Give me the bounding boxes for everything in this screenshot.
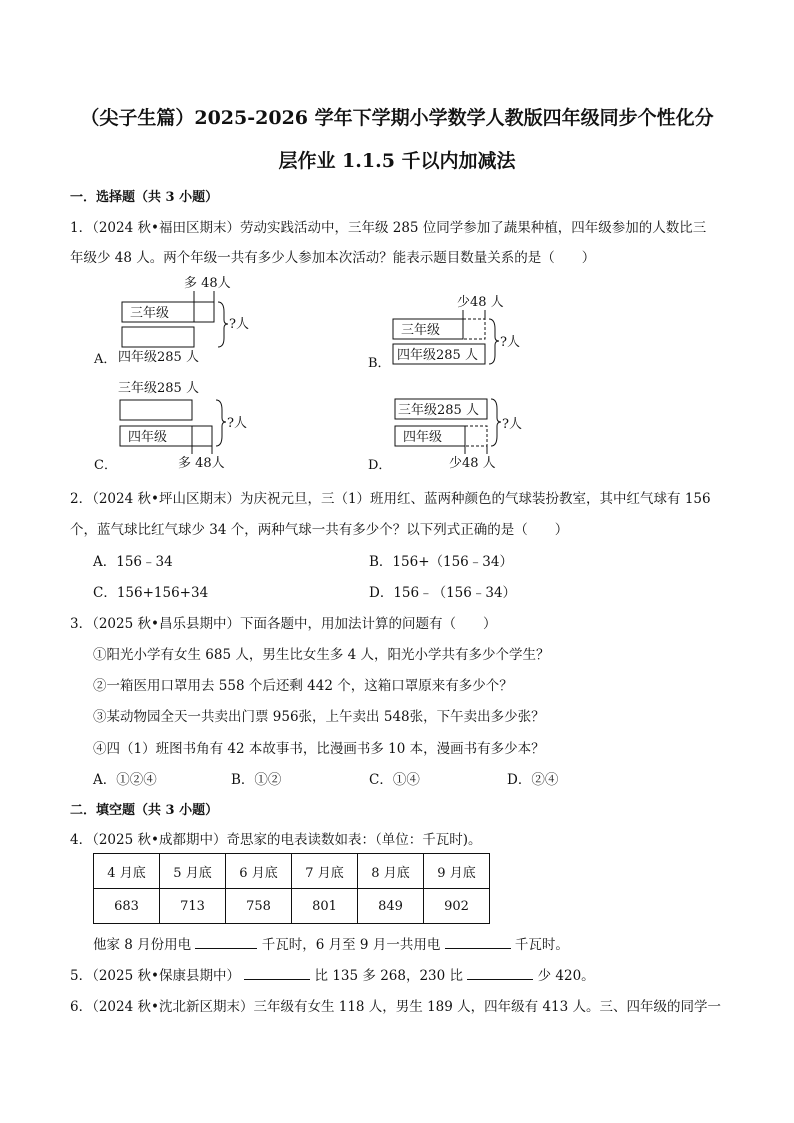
q5-text2: 比 135 多 268，230 比 xyxy=(314,968,464,984)
table-cell: 713 xyxy=(160,889,226,924)
q3-option-a: A．①②④ xyxy=(93,772,157,788)
diagram-d-question: ?人 xyxy=(502,417,522,432)
table-header-row xyxy=(94,854,490,889)
diagram-b-dashed-extension xyxy=(463,319,485,339)
q3-line1: 3．（2025 秋•昌乐县期中）下面各题中，用加法计算的问题有（ ） xyxy=(70,616,497,632)
diagram-d-dashed-extension xyxy=(465,426,487,446)
q3-item-3: ③某动物园全天一共卖出门票 956张，上午卖出 548张，下午卖出多少张？ xyxy=(93,709,545,725)
q2-line1: 2．（2024 秋•坪山区期末）为庆祝元旦，三（1）班用红、蓝两种颜色的气球装扮教室，其中红气球有 156 xyxy=(70,491,711,507)
diagram-c-letter: C． xyxy=(94,458,117,473)
table-header-cell: 8 月底 xyxy=(358,854,424,889)
q2-line2: 个，蓝气球比红气球少 34 个，两种气球一共有多少个？以下列式正确的是（ ） xyxy=(70,522,569,538)
q1-diagram-c xyxy=(88,372,268,474)
q5-text3: 少 420。 xyxy=(537,968,595,984)
q6-line1: 6．（2024 秋•沈北新区期末）三年级有女生 118 人，男生 189 人，四年级有 413 人。三、四年级的同学一 xyxy=(70,999,721,1015)
table-header-cell: 6 月底 xyxy=(226,854,292,889)
diagram-a-top-label: 多 48人 xyxy=(184,276,231,291)
q1-diagram-b xyxy=(365,288,545,372)
table-header-cell: 4 月底 xyxy=(94,854,160,889)
q2-option-d: D．156﹣（156﹣34） xyxy=(369,585,517,601)
diagram-c-box-grade3 xyxy=(120,400,192,420)
q3-item-2: ②一箱医用口罩用去 558 个后还剩 442 个，这箱口罩原来有多少个？ xyxy=(93,678,513,694)
q3-item-1: ①阳光小学有女生 685 人，男生比女生多 4 人，阳光小学共有多少个学生？ xyxy=(93,647,550,663)
diagram-a-box1-label: 三年级 xyxy=(130,306,170,321)
q2-option-a: A．156﹣34 xyxy=(93,554,173,570)
diagram-c-question: ?人 xyxy=(227,416,247,431)
q5-answer-blank-1[interactable] xyxy=(244,967,310,980)
q3-option-c: C．①④ xyxy=(369,772,420,788)
diagram-d-letter: D． xyxy=(368,458,392,473)
q3-option-b: B．①② xyxy=(231,772,282,788)
page-title-line2: 层作业 1.1.5 千以内加减法 xyxy=(278,150,516,172)
table-header-cell: 9 月底 xyxy=(424,854,490,889)
diagram-a-question: ?人 xyxy=(229,317,249,332)
meter-reading-table xyxy=(93,853,490,924)
diagram-c-bottom-label: 多 48人 xyxy=(178,456,225,471)
diagram-c-box2-label: 四年级 xyxy=(128,430,168,445)
q4-fill-text1: 他家 8 月份用电 xyxy=(93,937,192,953)
diagram-a-brace xyxy=(218,302,228,347)
q5-answer-blank-2[interactable] xyxy=(467,967,533,980)
q1-diagram-d xyxy=(365,388,545,474)
q4-fill-line xyxy=(93,933,569,953)
q2-option-c: C．156+156+34 xyxy=(93,585,209,601)
diagram-d-bottom-label: 少48 人 xyxy=(449,456,496,471)
diagram-a-bottom-label: 四年级285 人 xyxy=(118,350,199,365)
diagram-b-brace xyxy=(489,319,499,364)
q5-text1: 5．（2025 秋•保康县期中） xyxy=(70,968,240,984)
table-header-cell: 7 月底 xyxy=(292,854,358,889)
table-cell: 849 xyxy=(358,889,424,924)
diagram-c-brace xyxy=(216,400,226,446)
q2-option-b: B．156+（156﹣34） xyxy=(369,554,513,570)
table-row xyxy=(94,889,490,924)
diagram-a-letter: A． xyxy=(94,352,117,367)
q4-line1: 4．（2025 秋•成都期中）奇思家的电表读数如表：（单位：千瓦时)。 xyxy=(70,832,482,848)
diagram-a-box-grade4 xyxy=(122,327,194,347)
diagram-b-letter: B． xyxy=(368,356,391,371)
table-cell: 758 xyxy=(226,889,292,924)
table-cell: 801 xyxy=(292,889,358,924)
q1-diagram-a xyxy=(88,268,268,368)
diagram-d-brace xyxy=(491,399,501,446)
diagram-c-top-label: 三年级285 人 xyxy=(118,381,199,396)
q1-line2: 年级少 48 人。两个年级一共有多少人参加本次活动？能表示题目数量关系的是（ ） xyxy=(70,250,596,266)
section-title-fill: 二．填空题（共 3 小题） xyxy=(70,803,219,818)
diagram-b-question: ?人 xyxy=(500,335,520,350)
page-title-line1: （尖子生篇）2025-2026 学年下学期小学数学人教版四年级同步个性化分 xyxy=(80,107,714,129)
section-title-choice: 一．选择题（共 3 小题） xyxy=(70,190,219,205)
q3-item-4: ④四（1）班图书角有 42 本故事书，比漫画书多 10 本，漫画书有多少本？ xyxy=(93,741,545,757)
diagram-d-box2-label: 四年级 xyxy=(403,430,443,445)
q4-fill-text3: 千瓦时。 xyxy=(514,937,569,953)
table-header-cell: 5 月底 xyxy=(160,854,226,889)
diagram-b-top-label: 少48 人 xyxy=(457,295,504,310)
q1-line1: 1．（2024 秋•福田区期末）劳动实践活动中，三年级 285 位同学参加了蔬果种植，四年级参加的人数比三 xyxy=(70,220,707,236)
table-cell: 683 xyxy=(94,889,160,924)
q4-answer-blank-2[interactable] xyxy=(445,936,511,949)
q5-line xyxy=(70,964,595,984)
diagram-d-box1-label: 三年级285 人 xyxy=(398,403,479,418)
q3-option-d: D．②④ xyxy=(507,772,559,788)
q4-fill-text2: 千瓦时，6 月至 9 月一共用电 xyxy=(261,937,441,953)
diagram-b-box1-label: 三年级 xyxy=(401,323,441,338)
table-cell: 902 xyxy=(424,889,490,924)
diagram-b-box2-label: 四年级285 人 xyxy=(397,348,478,363)
q4-answer-blank-1[interactable] xyxy=(195,936,257,949)
